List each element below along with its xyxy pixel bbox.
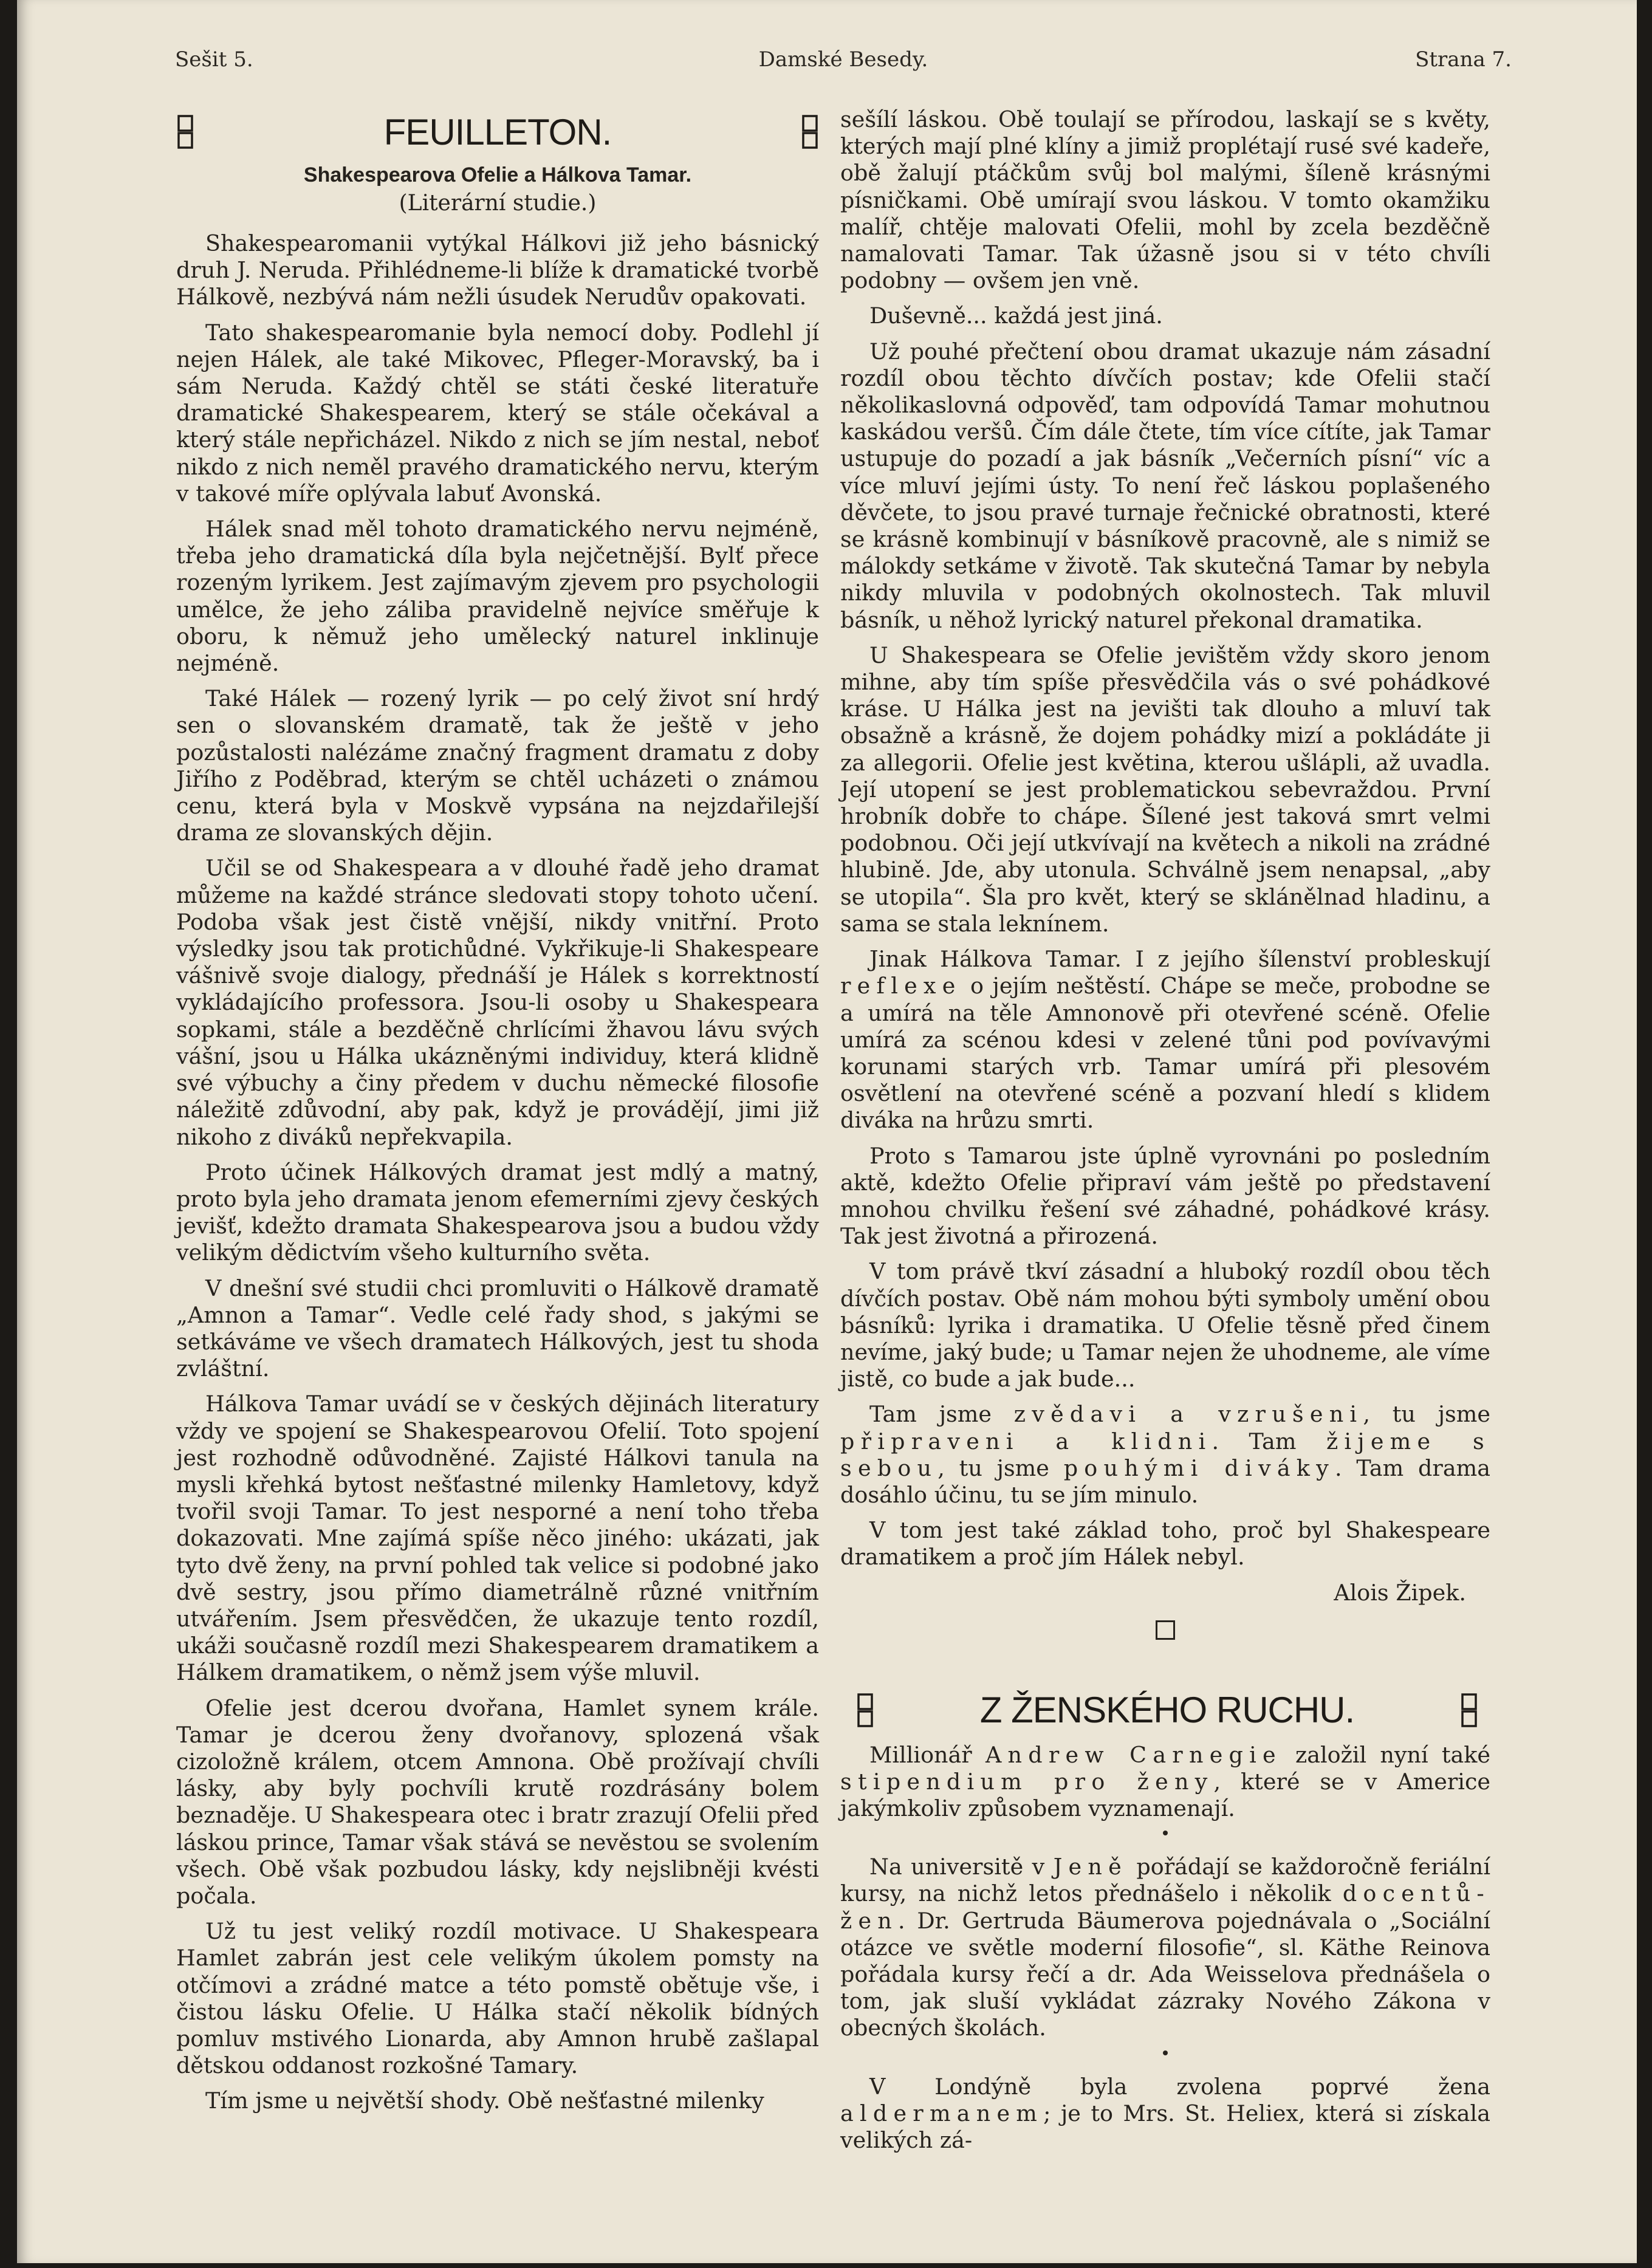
paragraph: Shakespearomanii vytýkal Hálkovi již jeho básnický druh J. Neruda. Přihlédneme-li blíže k dramatické tvorbě Hálkově, nezbývá nám nežli úsudek Nerudův opakovati. xyxy=(176,230,819,310)
page-number: Strana 7. xyxy=(1415,47,1512,72)
paragraph: Proto účinek Hálkových dramat jest mdlý a matný, proto byla jeho dramata jenom efemerními zjevy českých jevišť, kdežto dramata Shakespearova jsou a budou vždy velikým dědictvím všeho kulturního světa. xyxy=(176,1159,819,1266)
magazine-title: Damské Besedy. xyxy=(758,47,928,72)
issue-number: Sešit 5. xyxy=(175,47,253,72)
paragraph: Millionář Andrew Carnegie založil nyní také stipendium pro ženy, které se v Americe jakýmkoliv způsobem vyznamenají. xyxy=(840,1741,1490,1821)
article-title: Shakespearova Ofelie a Hálkova Tamar. xyxy=(303,163,692,187)
left-column xyxy=(176,106,819,2123)
section-title: Z ŽENSKÉHO RUCHU. xyxy=(979,1690,1355,1731)
paragraph: Duševně... každá jest jiná. xyxy=(869,303,1163,329)
paragraph: Tím jsme u největší shody. Obě nešťastné milenky xyxy=(205,2088,764,2114)
author-signature: Alois Žipek. xyxy=(1334,1579,1466,1606)
ornament-icon xyxy=(856,1692,874,1728)
paragraph: sešílí láskou. Obě toulají se přírodou, laskají se s květy, kterých mají plné klíny a jimiž proplétají rusé své kadeře, obě žalují ptáčkům svůj bol malými, šíleně krásnými písničkami. Obě umírají svou láskou. V tomto okamžiku malíř, chtěje malovati Ofelii, mohl by zcela bezděčně namalovati Tamar. Tak úžasně jsou si v této chvíli podobny — ovšem jen vně. xyxy=(840,106,1490,294)
feuilleton-heading xyxy=(176,106,819,157)
paragraph: V Londýně byla zvolena poprvé žena aldermanem; je to Mrs. St. Heliex, která si získala velikých zá- xyxy=(840,2073,1490,2153)
right-column xyxy=(840,106,1490,2162)
paragraph: Tam jsme zvědavi a vzrušeni, tu jsme připraveni a klidni. Tam žijeme s sebou, tu jsme pouhými diváky. Tam drama dosáhlo účinu, tu se jím minulo. xyxy=(840,1401,1490,1508)
ornament-icon xyxy=(1460,1692,1478,1728)
paragraph: Hálkova Tamar uvádí se v českých dějinách literatury vždy ve spojení se Shakespearovou Ofelií. Toto spojení jest rozhodně odůvodněné. Zajisté Hálkovi tanula na mysli křehká bytost nešťastné milenky Hamletovy, když tvořil svoji Tamar. To jest nesporné a není toho třeba dokazovati. Mne zajímá spíše něco jiného: ukázati, jak tyto dvě ženy, na první pohled tak velice si podobné jako dvě sestry, jsou přímo diametrálně různé vnitřním utvářením. Jsem přesvědčen, že ukazuje tento rozdíl, ukáži současně rozdíl mezi Shakespearem dramatikem a Hálkem dramatikem, o němž jsem výše mluvil. xyxy=(176,1391,819,1686)
paragraph: Ofelie jest dcerou dvořana, Hamlet synem krále. Tamar je dcerou ženy dvořanovy, splozená však cizoložně králem, otcem Amnona. Obě prožívají chvíli lásky, aby byly pochvíli krutě rozdrásány bolem beznaděje. U Shakespeara otec i bratr zrazují Ofelii před láskou prince, Tamar však stává se nevěstou se svolením všech. Obě však pozbudou lásky, kdy nejslibněji kvésti počala. xyxy=(176,1694,819,1909)
paragraph: Proto s Tamarou jste úplně vyrovnáni po posledním aktě, kdežto Ofelie připraví vám ještě po představení mnohou chvilku řešení své záhadné, pohádkové krásy. Tak jest životná a přirozená. xyxy=(840,1142,1490,1250)
section-separator xyxy=(1156,1620,1175,1640)
separator-dot xyxy=(1163,2050,1168,2055)
paragraph: Už tu jest veliký rozdíl motivace. U Shakespeara Hamlet zabrán jest cele velikým úkolem pomsty na otčímovi a zrádné matce a této pomstě obětuje vše, i čistou lásku Ofelie. U Hálka stačí několik bídných pomluv mstivého Lionarda, aby Amnon hrubě zašlapal dětskou oddanost rozkošné Tamary. xyxy=(176,1918,819,2079)
separator-dot xyxy=(1163,1831,1168,1835)
paragraph: V dnešní své studii chci promluviti o Hálkově dramatě „Amnon a Tamar“. Vedle celé řady shod, s jakými se setkáváme ve všech dramatech Hálkových, jest tu shoda zvláštní. xyxy=(176,1275,819,1382)
paragraph: Hálek snad měl tohoto dramatického nervu nejméně, třeba jeho dramatická díla byla nejčetnější. Bylť přece rozeným lyrikem. Jest zajímavým zjevem pro psychologii umělce, že jeho záliba pravidelně nejvíce směřuje k oboru, k němuž jeho umělecký naturel inklinuje nejméně. xyxy=(176,516,819,677)
paragraph: Také Hálek — rozený lyrik — po celý život sní hrdý sen o slovanském dramatě, tak že ještě v jeho pozůstalosti nalézáme značný fragment dramatu z doby Jiřího z Poděbrad, kterým se chtěl ucházeti o známou cenu, která byla v Moskvě vypsána na nejzdařilejší drama ze slovanských dějin. xyxy=(176,685,819,846)
paragraph: Jinak Hálkova Tamar. I z jejího šílenství probleskují reflexe o jejím neštěstí. Chápe se meče, probodne se a umírá na těle Amnonově při otevřené scéně. Ofelie umírá za scénou kdesi v zelené tůni pod povívavými korunami starých vrb. Tamar umírá při plesovém osvětlení na otevřené scéně a pozvaní hledí s klidem diváka na hrůzu smrti. xyxy=(840,946,1490,1134)
article-subtitle: (Literární studie.) xyxy=(399,191,597,216)
paragraph: Už pouhé přečtení obou dramat ukazuje nám zásadní rozdíl obou těchto dívčích postav; kde Ofelii stačí několikaslovná odpověď, tam odpovídá Tamar mohutnou kaskádou veršů. Čím dále čtete, tím více cítíte, jak Tamar ustupuje do pozadí a jak básník „Večerních písní“ víc a více mluví jejími ústy. To není řeč láskou poplašeného děvčete, to jsou pravé turnaje řečnické obratnosti, které se krásně kombinují v básníkově pracovně, ale s nimiž se málokdy setkáme v životě. Tak skutečná Tamar by nebyla nikdy mluvila v podobných okolnostech. Tak mluvil básník, u něhož lyrický naturel překonal dramatika. xyxy=(840,338,1490,633)
magazine-page xyxy=(17,0,1637,2263)
section-title: FEUILLETON. xyxy=(383,111,612,152)
ornament-icon xyxy=(801,114,819,150)
zenske-ruchu-heading xyxy=(840,1685,1490,1736)
paragraph: Učil se od Shakespeara a v dlouhé řadě jeho dramat můžeme na každé stránce sledovati stopy tohoto učení. Podoba však jest čistě vnější, nikdy vnitřní. Proto výsledky jsou tak protichůdné. Vykřikuje-li Shakespeare vášnivě svoje dialogy, přednáší je Hálek s korrektností vykládajícího professora. Jsou-li osoby u Shakespeara sopkami, stále a bezděčně chrlícími žhavou lávu svých vášní, jsou u Hálka ukázněnými individuy, která klidně své výbuchy a činy předem v duchu německé filosofie náležitě zdůvodní, aby pak, když je provádějí, jimi již nikoho z diváků nepřekvapila. xyxy=(176,855,819,1150)
paragraph: U Shakespeara se Ofelie jevištěm vždy skoro jenom mihne, aby tím spíše přesvědčila vás o své pohádkové kráse. U Hálka jest na jevišti tak dlouho a mluví tak obsažně a krásně, že dojem pohádky mizí a pokládáte ji za allegorii. Ofelie jest květina, kterou ušlápli, až uvadla. Její utopení se jest problematickou sebevraždou. První hrobník dobře to chápe. Šílené jest taková smrt velmi podobnou. Oči její utkvívají na květech a nikoli na zrádné hlubině. Jde, aby utonula. Schválně jsem nenapsal, „aby se utopila“. Šla pro květ, který se sklánělnad hladinu, a sama se stala leknínem. xyxy=(840,642,1490,937)
paragraph: Tato shakespearomanie byla nemocí doby. Podlehl jí nejen Hálek, ale také Mikovec, Pfleger-Moravský, ba i sám Neruda. Každý chtěl se státi české literatuře dramatické Shakespearem, který se stále očekával a který stále nepřicházel. Nikdo z nich se jím nestal, neboť nikdo z nich neměl pravého dramatického nervu, kterým v takové míře oplývala labuť Avonská. xyxy=(176,319,819,507)
paragraph: V tom právě tkví zásadní a hluboký rozdíl obou těch dívčích postav. Obě nám mohou býti symboly umění obou básníků: lyrika i dramatika. U Ofelie těsně před činem nevíme, jaký bude; u Tamar nejen že uhodneme, ale víme jistě, co bude a jak bude... xyxy=(840,1258,1490,1393)
paragraph: V tom jest také základ toho, proč byl Shakespeare dramatikem a proč jím Hálek nebyl. xyxy=(840,1517,1490,1571)
ornament-icon xyxy=(176,114,194,150)
paragraph: Na universitě v Jeně pořádají se každoročně feriální kursy, na nichž letos přednášelo i několik docentů-žen. Dr. Gertruda Bäumerova pojednávala o „Sociální otázce ve světle moderní filosofie“, sl. Käthe Reinova pořádala kursy řečí a dr. Ada Weisselova přednášela o tom, jak sluší vykládat zázraky Nového Zákona v obecných školách. xyxy=(840,1854,1490,2041)
running-head xyxy=(175,47,1512,84)
